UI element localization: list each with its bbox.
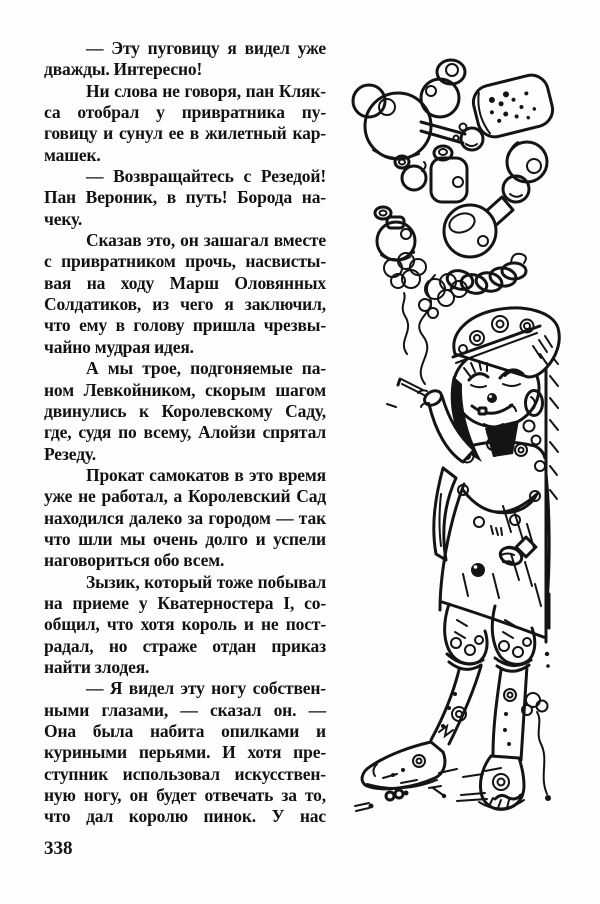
text-line: с привратником прочь, насвисты- [44, 251, 326, 272]
inkwell [395, 156, 426, 190]
text-line: — Эту пуговицу я видел уже [86, 38, 326, 58]
text-line: наговориться обо всем. [44, 550, 225, 571]
text-line: куриными перьями. И хотя пре- [44, 742, 326, 763]
dome-bottle [431, 146, 467, 202]
jar-with-beads [470, 72, 556, 141]
text-line: Прокат самокатов в это время [86, 464, 326, 485]
text-line: говицу и сунул ее в жилетный кар- [44, 123, 326, 144]
text-line: ными глазами, — сказал он. — [44, 699, 326, 720]
text-line: что ему в голову пришла чрезвы- [44, 315, 326, 336]
text-line: ступник использовал искусствен- [44, 763, 326, 784]
boy-figure [355, 308, 559, 811]
text-line: Она была набита опилками и [44, 721, 326, 741]
text-line: са отобрал у привратника пу- [44, 102, 326, 123]
text-line: общил, что хотя король и не пост- [44, 614, 326, 635]
text-line: Зызик, который тоже побывал [86, 571, 326, 592]
text-line: радал, но страже отдан приказ [44, 635, 326, 656]
illustration-canvas [343, 54, 573, 834]
cigarette-butt [355, 803, 374, 811]
text-line: — Возвращайтесь с Резедой! [86, 166, 326, 187]
left-hand-hip [498, 537, 536, 567]
text-line: Пан Вероник, в путь! Борода на- [44, 187, 326, 208]
text-line: вая на ходу Марш Оловянных [44, 272, 326, 293]
right-leg-boot [479, 666, 527, 809]
coil-spring [445, 254, 526, 296]
text-line: ном Левкойником, скорым шагом [44, 379, 326, 400]
text-line: чайно мудрая идея. [44, 336, 194, 357]
text-line: находился далеко за городом — так [44, 507, 326, 528]
text-line: на приеме у Кватерностера I, со- [44, 592, 326, 613]
text-line: Солдатиков, из чего я заключил, [44, 294, 326, 315]
page-number: 338 [44, 838, 73, 859]
text-line: что шли мы очень долго и успели [44, 528, 326, 549]
jacket-chest [458, 485, 540, 527]
flask-retort [353, 85, 483, 159]
cigarette-butt [433, 788, 446, 798]
text-line: Резеду. [44, 443, 96, 464]
knee-breeches [445, 604, 535, 671]
text-line: двинулись к Королевскому Саду, [44, 400, 326, 421]
text-line: где, судя по всему, Алойзи спрятал [44, 422, 326, 443]
text-line: дважды. Интересно! [44, 59, 203, 80]
text-line: А мы трое, подгоняемые па- [86, 358, 326, 379]
page-text [44, 38, 326, 828]
smoke-clouds [384, 253, 467, 318]
text-line: ную ногу, он будет отвечать за то, [44, 785, 326, 806]
cigarette-smoke-trail [403, 275, 435, 384]
text-line: чеку. [44, 208, 83, 229]
illustration-boy-smoking [343, 54, 573, 834]
text-line: уже не работал, а Королевский Сад [44, 486, 326, 507]
text-line: найти злодея. [44, 656, 150, 677]
text-line: Сказав это, он зашагал вместе [86, 230, 326, 251]
text-line: — Я видел эту ногу собствен- [86, 678, 326, 699]
text-line: машек. [44, 144, 101, 165]
cigarette-butt [386, 790, 409, 800]
text-line: что дал королю пинок. У нас [44, 806, 326, 827]
round-flask [444, 176, 529, 257]
text-line: Ни слова не говоря, пан Кляк- [86, 80, 326, 101]
ground-smoke-wisp [522, 693, 551, 801]
left-leg-shoe [362, 666, 481, 789]
